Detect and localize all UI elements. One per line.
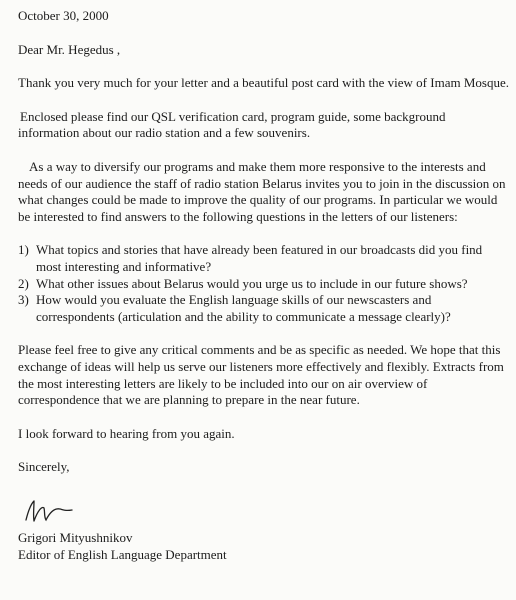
question-text: How would you evaluate the English language skills of our newscasters and correspondents (articulation and the ability to communicate a message clearly)? <box>36 292 451 324</box>
handwritten-signature <box>22 498 82 524</box>
salutation: Dear Mr. Hegedus , <box>18 41 121 57</box>
paragraph-enclosed: Enclosed please find our QSL verification card, program guide, some background information about our radio station and a few souvenirs. <box>18 108 446 141</box>
closing: Sincerely, <box>18 459 70 475</box>
question-number: 2) <box>18 275 29 291</box>
question-number: 3) <box>18 292 29 308</box>
question-item <box>18 292 510 325</box>
question-number: 1) <box>18 242 29 258</box>
letter-date: October 30, 2000 <box>18 8 109 23</box>
letter-body <box>18 8 510 564</box>
paragraph-closing-remark: I look forward to hearing from you again. <box>18 425 235 441</box>
question-text: What other issues about Belarus would you urge us to include in our future shows? <box>36 275 468 291</box>
signer-title: Editor of English Language Department <box>18 547 227 563</box>
question-item <box>18 242 510 275</box>
signer-name: Grigori Mityushnikov <box>18 530 133 546</box>
paragraph-thanks: Thank you very much for your letter and a beautiful post card with the view of Imam Mosque. <box>18 75 509 91</box>
question-list <box>18 242 510 325</box>
paragraph-invitation: As a way to diversify our programs and make them more responsive to the interests and needs of our audience the staff of radio station Belarus invites you to join in the discussion on what changes could be made to improve the quality of our programs. In particular we would be interested to find answers to the following questions in the letters of our listeners: <box>18 158 506 224</box>
question-item <box>18 276 510 293</box>
question-text: What topics and stories that have already been featured in our broadcasts did you find most interesting and informative? <box>36 242 483 274</box>
paragraph-feedback: Please feel free to give any critical comments and be as specific as needed. We hope that this exchange of ideas will help us serve our listeners more effectively and flexibly. Extracts from the most interesting letters are likely to be included into our on air overview of correspondence that we are planning to prepare in the near future. <box>18 342 504 408</box>
